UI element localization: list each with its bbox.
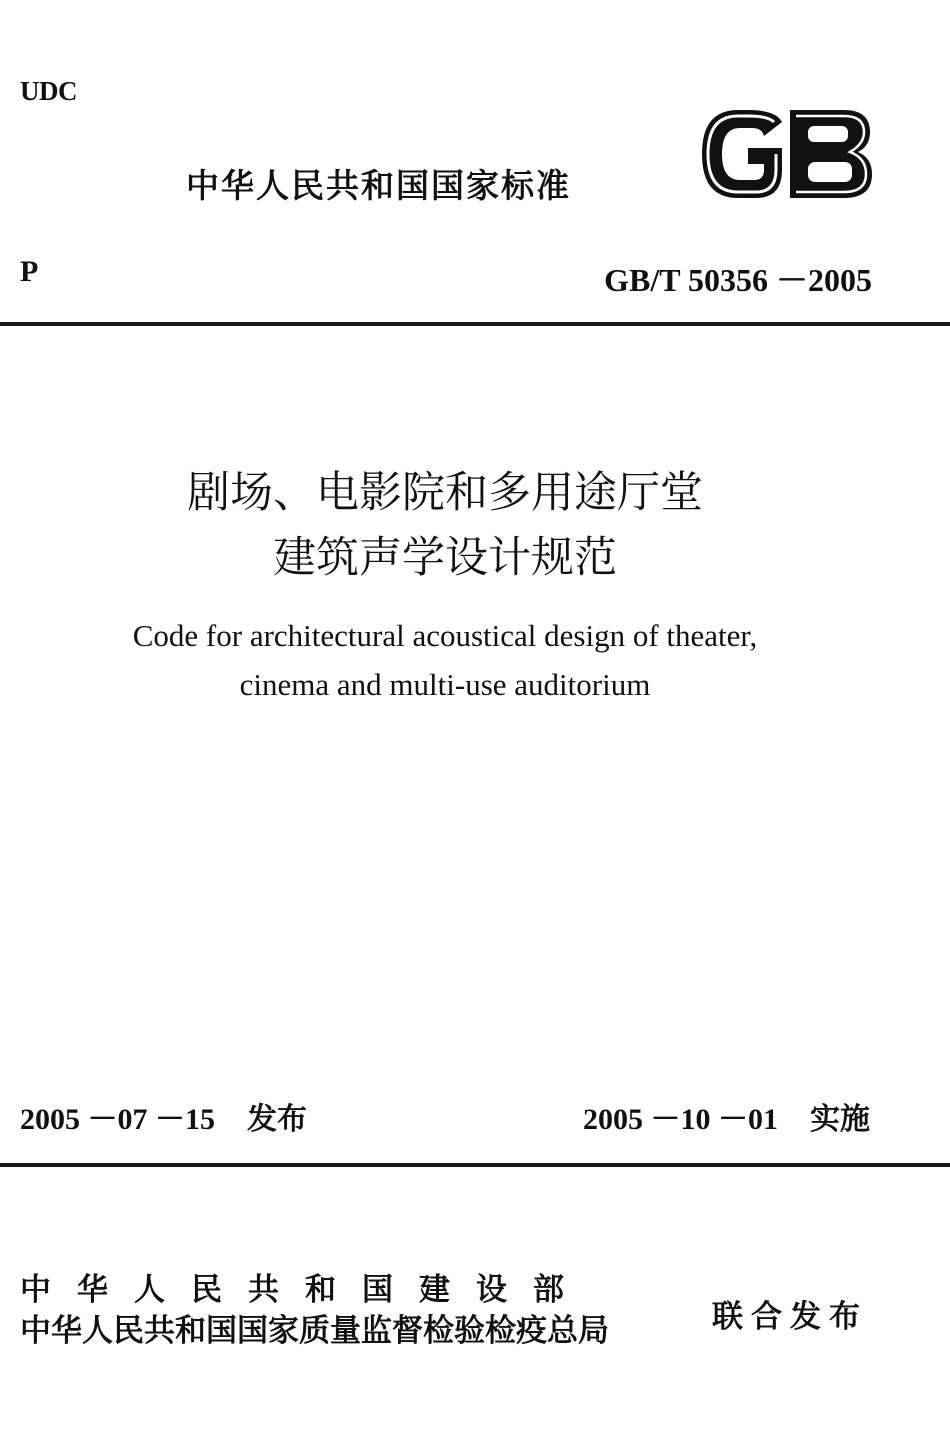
gb-logo-g-shape bbox=[702, 110, 782, 198]
effective-label: 实施 bbox=[810, 1102, 870, 1137]
title-cn-line2: 建筑声学设计规范 bbox=[273, 533, 617, 583]
effective-date: 2005 －10 －01 bbox=[583, 1103, 778, 1136]
title-cn-line1: 剧场、电影院和多用途厅堂 bbox=[187, 468, 703, 518]
standard-number: GB/T 50356 －2005 bbox=[604, 262, 872, 298]
issuer-aqsiq: 中华人民共和国国家质量监督检验检疫总局 bbox=[20, 1313, 609, 1349]
issue-date-block bbox=[20, 1094, 307, 1138]
gb-logo-b-shape bbox=[790, 110, 872, 198]
issue-label: 发布 bbox=[247, 1102, 307, 1137]
title-en-line2: cinema and multi-use auditorium bbox=[239, 667, 651, 702]
gb-logo bbox=[698, 108, 874, 200]
category-code: P bbox=[20, 255, 39, 288]
standard-type-heading: 中华人民共和国国家标准 bbox=[186, 166, 571, 205]
effective-date-block bbox=[583, 1094, 870, 1138]
issue-date: 2005 －07 －15 bbox=[20, 1103, 215, 1136]
bottom-divider bbox=[0, 1163, 950, 1167]
udc-label: UDC bbox=[20, 76, 77, 106]
top-divider bbox=[0, 322, 950, 326]
joint-issue-label: 联合发布 bbox=[712, 1299, 868, 1335]
issuer-ministry: 中华人民共和国建设部 bbox=[20, 1272, 590, 1308]
title-en-line1: Code for architectural acoustical design of theater, bbox=[132, 618, 758, 653]
